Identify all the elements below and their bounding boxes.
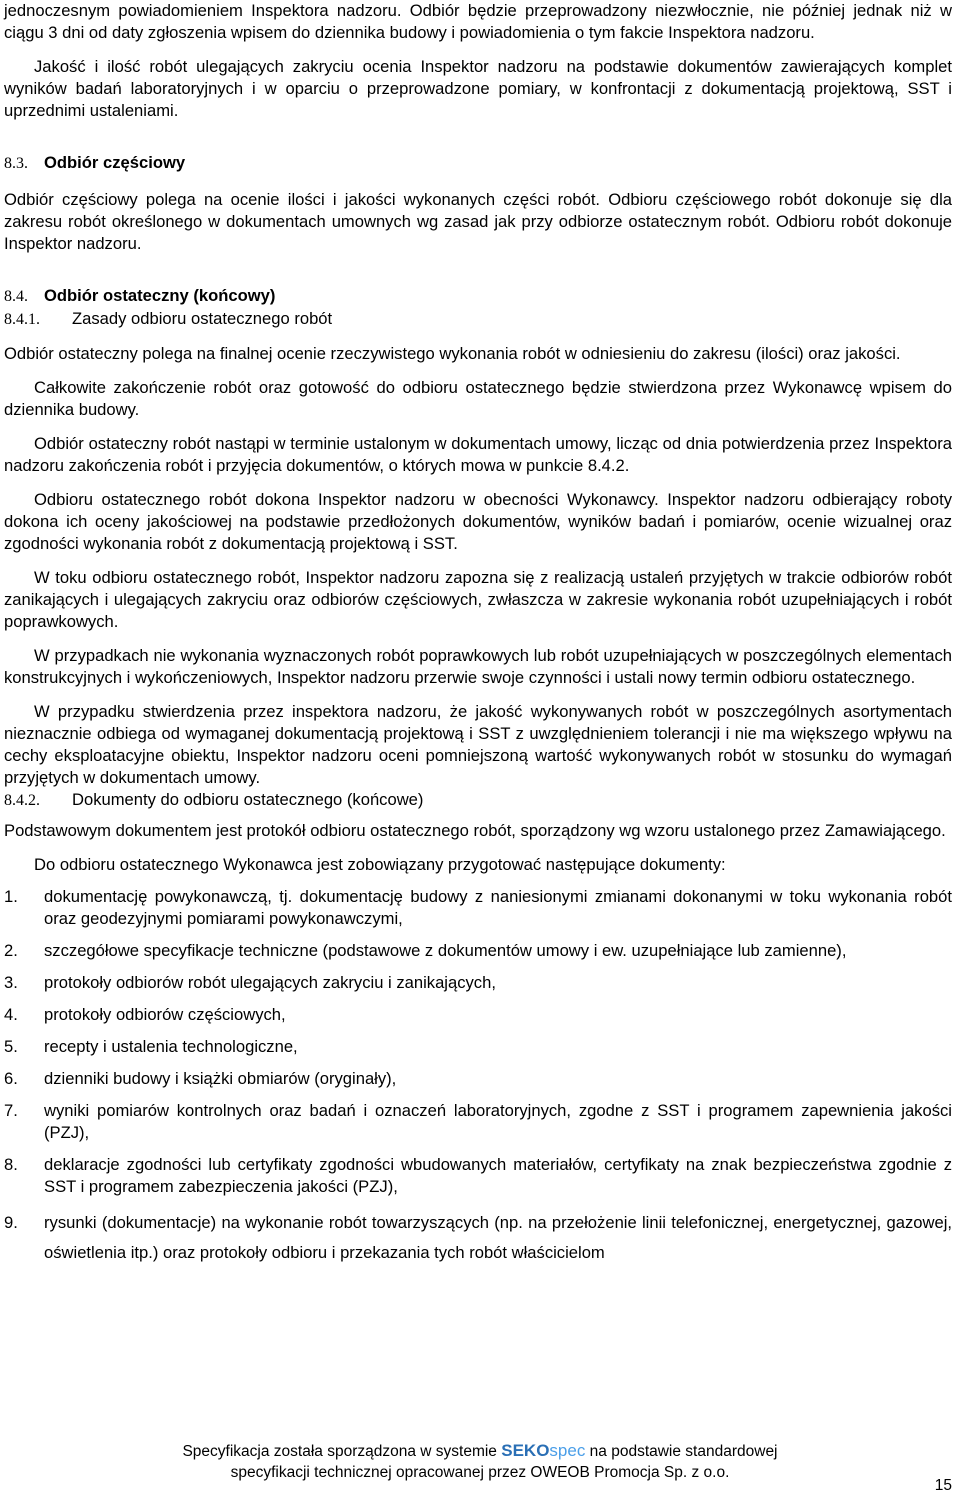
list-item [4,886,952,930]
paragraph-partial: Odbiór częściowy polega na ocenie ilości i jakości wykonanych części robót. Odbioru częściowego robót dokonuje się dla zakresu robót określonego w dokumentach umownych wg zasad jak przy odbiorze ostatecznym robót. Odbioru robót dokonuje Inspektor nadzoru. [4,190,952,253]
section-heading-8-3 [4,152,952,175]
list-number: 9. [4,1213,18,1232]
documents-list [4,886,952,1268]
section-number: 8.4.2. [4,792,40,809]
paragraph: Odbioru ostatecznego robót dokona Inspektor nadzoru w obecności Wykonawcy. Inspektor nadzoru odbierający roboty dokona ich oceny jakościowej na podstawie przedłożonych dokumentów, wyników badań i pomiarów, ocenie wizualnej oraz zgodności wykonania robót z dokumentacją projektową i SST. [4,490,952,553]
list-number: 1. [4,887,18,906]
list-item [4,940,952,962]
section-number: 8.4.1. [4,311,40,328]
list-text: wyniki pomiarów kontrolnych oraz badań i oznaczeń laboratoryjnych, zgodne z SST i programem zapewnienia jakości (PZJ), [44,1101,952,1142]
list-number: 5. [4,1037,18,1056]
section-heading-8-4-2 [4,789,952,812]
list-item [4,1208,952,1268]
paragraph: Odbiór ostateczny polega na finalnej ocenie rzeczywistego wykonania robót w odniesieniu do zakresu (ilości) oraz jakości. [4,344,901,363]
list-text: deklaracje zgodności lub certyfikaty zgodności wbudowanych materiałów, certyfikaty na znak bezpieczeństwa zgodnie z SST i programem zabezpieczenia jakości (PZJ), [44,1155,952,1196]
footer-line-2: specyfikacji technicznej opracowanej przez OWEOB Promocja Sp. z o.o. [230,1464,730,1481]
footer-text: Specyfikacja została sporządzona w systemie [182,1443,497,1460]
list-item [4,972,952,994]
list-text: szczegółowe specyfikacje techniczne (podstawowe z dokumentów umowy i ew. uzupełniające lub zamienne), [44,941,847,960]
paragraph: Całkowite zakończenie robót oraz gotowość do odbioru ostatecznego będzie stwierdzona przez Wykonawcę wpisem do dziennika budowy. [4,378,952,419]
list-number: 4. [4,1005,18,1024]
section-title: Odbiór częściowy [44,153,186,172]
section-number: 8.3. [4,155,28,172]
paragraph-quality: Jakość i ilość robót ulegających zakryciu ocenia Inspektor nadzoru na podstawie dokumentów zawierających komplet wyników badań laboratoryjnych i w oparciu o przeprowadzone pomiary, w konfrontacji z dokumentacją projektową, SST i uprzednimi ustaleniami. [4,57,952,120]
logo-text: SEKO [501,1441,550,1460]
footer-line-1 [0,1440,960,1462]
section-number: 8.4. [4,288,28,305]
paragraph: W przypadku stwierdzenia przez inspektora nadzoru, że jakość wykonywanych robót w poszczególnych asortymentach nieznacznie odbiega od wymaganej dokumentacją projektową i SST z uwzględnieniem tolerancji i nie ma większego wpływu na cechy eksploatacyjne obiektu, Inspektor nadzoru oceni pomniejszoną wartość wykonywanych robót w stosunku do wymagań przyjętych w dokumentach umowy. [4,702,952,787]
sekospec-logo [501,1441,585,1460]
list-text: dzienniki budowy i książki obmiarów (oryginały), [44,1069,397,1088]
list-text: recepty i ustalenia technologiczne, [44,1037,298,1056]
page-footer [0,1440,960,1483]
list-item [4,1004,952,1026]
list-item [4,1036,952,1058]
list-text: protokoły odbiorów robót ulegających zakryciu i zanikających, [44,973,496,992]
paragraph: W toku odbioru ostatecznego robót, Inspektor nadzoru zapozna się z realizacją ustaleń przyjętych w trakcie odbiorów robót zanikających i ulegających zakryciu oraz odbiorów częściowych, zwłaszcza w zakresie wykonania robót uzupełniających i robót poprawkowych. [4,568,952,631]
paragraph: W przypadkach nie wykonania wyznaczonych robót poprawkowych lub robót uzupełniających w poszczególnych elementach konstrukcyjnych i wykończeniowych, Inspektor nadzoru przerwie swoje czynności i ustali nowy termin odbioru ostatecznego. [4,646,952,687]
footer-text: na podstawie standardowej [589,1443,778,1460]
list-item [4,1068,952,1090]
section-title: Zasady odbioru ostatecznego robót [72,309,333,328]
paragraph: Do odbioru ostatecznego Wykonawca jest zobowiązany przygotować następujące dokumenty: [34,855,726,874]
section-heading-8-4-1 [4,308,952,331]
list-number: 8. [4,1155,18,1174]
logo-text: spec [549,1441,586,1460]
section-title: Dokumenty do odbioru ostatecznego (końcowe) [72,790,424,809]
section-title: Odbiór ostateczny (końcowy) [44,286,276,305]
paragraph: Odbiór ostateczny robót nastąpi w terminie ustalonym w dokumentach umowy, licząc od dnia potwierdzenia przez Inspektora nadzoru zakończenia robót i przyjęcia dokumentów, o których mowa w punkcie 8.4.2. [4,434,952,475]
paragraph-intro: jednoczesnym powiadomieniem Inspektora nadzoru. Odbiór będzie przeprowadzony niezwłocznie, nie później jednak niż w ciągu 3 dni od daty zgłoszenia wpisem do dziennika budowy i powiadomienia o tym fakcie Inspektora nadzoru. [4,1,952,42]
paragraph: Podstawowym dokumentem jest protokół odbioru ostatecznego robót, sporządzony wg wzoru ustalonego przez Zamawiającego. [4,821,946,840]
list-text: rysunki (dokumentacje) na wykonanie robót towarzyszących (np. na przełożenie linii telefonicznej, energetycznej, gazowej, oświetlenia itp.) oraz protokoły odbioru i przekazania tych robót właścicielom [44,1213,952,1262]
list-item [4,1100,952,1144]
document-page [4,0,952,1268]
list-number: 2. [4,941,18,960]
list-number: 3. [4,973,18,992]
list-number: 6. [4,1069,18,1088]
page-number: 15 [934,1477,952,1494]
list-number: 7. [4,1101,18,1120]
list-text: protokoły odbiorów częściowych, [44,1005,286,1024]
section-heading-8-4 [4,285,952,308]
list-text: dokumentację powykonawczą, tj. dokumentację budowy z naniesionymi zmianami dokonanymi w toku wykonania robót oraz geodezyjnymi pomiarami powykonawczymi, [44,887,952,928]
list-item [4,1154,952,1198]
